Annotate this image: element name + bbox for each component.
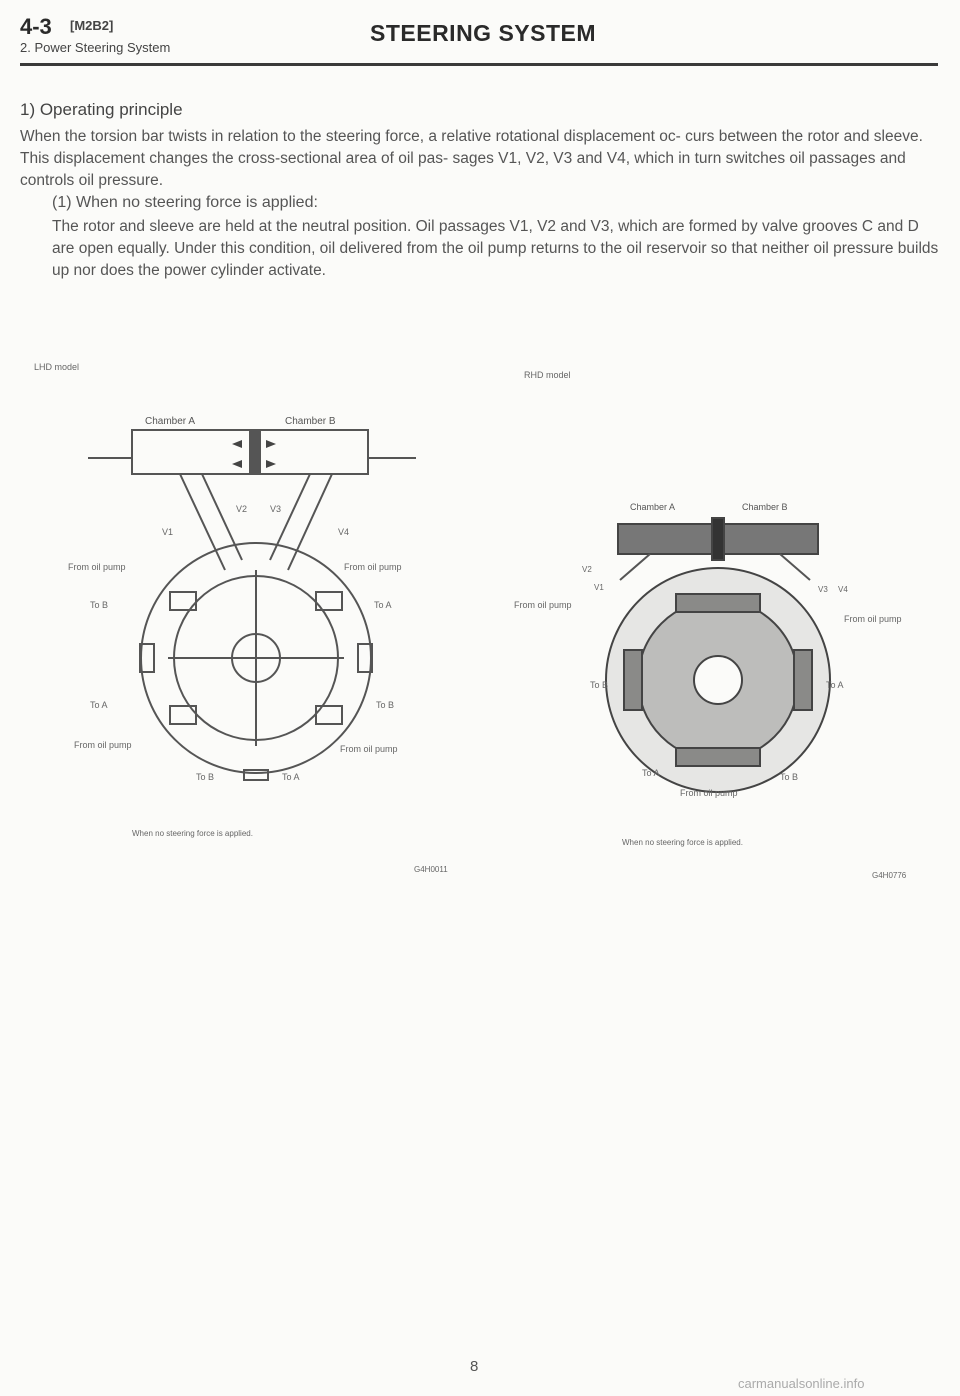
rhd-from-oil-pump-left: From oil pump — [514, 600, 572, 610]
lhd-to-a-bottom: To A — [282, 772, 300, 782]
lhd-to-a-left: To A — [90, 700, 108, 710]
lhd-valve-diagram — [20, 360, 480, 900]
rhd-v2-label: V2 — [582, 565, 592, 574]
watermark-text: carmanualsonline.info — [738, 1376, 865, 1391]
section-number: 4-3 — [20, 14, 52, 39]
intro-paragraph: When the torsion bar twists in relation to the steering force, a relative rotational displacement oc- curs between the rotor and sleeve. This displacement changes the cross-sectional area of oil pas- sages V1, V2, V3 and V4, which in turn switches oil passages and controls oil pressure. — [20, 128, 923, 189]
lhd-model-label: LHD model — [34, 362, 80, 372]
lhd-caption: When no steering force is applied. — [132, 829, 253, 838]
lhd-v2-label: V2 — [236, 504, 248, 514]
lhd-to-a-right: To A — [374, 600, 392, 610]
page-number: 8 — [470, 1358, 479, 1375]
rhd-v4-label: V4 — [838, 585, 848, 594]
lhd-to-b-bottom: To B — [196, 772, 215, 782]
lhd-from-oil-pump-right-bottom: From oil pump — [340, 744, 398, 754]
rhd-to-b-bottom: To B — [780, 772, 799, 782]
lhd-to-b-left: To B — [90, 600, 109, 610]
lhd-power-cylinder — [88, 430, 416, 474]
case-paragraph: The rotor and sleeve are held at the neutral position. Oil passages V1, V2 and V3, which are formed by valve grooves C and D are open equally. Under this condition, oil delivered from the oil pump returns to the oil reservoir so that neither oil pressure builds up nor does the power cylinder activate. — [52, 218, 939, 279]
section-heading: 1) Operating principle — [20, 100, 183, 119]
rhd-caption: When no steering force is applied. — [622, 838, 743, 847]
rhd-from-oil-pump-right: From oil pump — [844, 614, 902, 624]
lhd-from-oil-pump-left-top: From oil pump — [68, 562, 126, 572]
lhd-v4-label: V4 — [338, 527, 350, 537]
lhd-figure-id: G4H0011 — [414, 865, 448, 874]
lhd-chamber-a-label: Chamber A — [145, 416, 196, 427]
lhd-v3-label: V3 — [270, 504, 282, 514]
header-rule — [20, 63, 938, 66]
rhd-power-cylinder — [618, 518, 818, 560]
lhd-chamber-b-label: Chamber B — [285, 416, 336, 427]
lhd-rotary-valve — [140, 543, 372, 780]
rhd-v1-label: V1 — [594, 583, 604, 592]
rhd-model-label: RHD model — [524, 370, 571, 380]
lhd-from-oil-pump-left-bottom: From oil pump — [74, 740, 132, 750]
rhd-to-a-bottom: To A — [642, 768, 660, 778]
case-heading: (1) When no steering force is applied: — [52, 194, 318, 211]
section-code: [M2B2] — [70, 18, 114, 33]
lhd-from-oil-pump-right-top: From oil pump — [344, 562, 402, 572]
rhd-from-oil-pump-bottom: From oil pump — [680, 788, 738, 798]
rhd-rotary-valve — [606, 568, 830, 792]
rhd-to-b-left: To B — [590, 680, 609, 690]
rhd-v3-label: V3 — [818, 585, 828, 594]
rhd-chamber-a-label: Chamber A — [630, 502, 676, 512]
sub-section-title: 2. Power Steering System — [20, 40, 171, 55]
rhd-chamber-b-label: Chamber B — [742, 502, 788, 512]
page-title: STEERING SYSTEM — [370, 20, 597, 46]
lhd-to-b-right: To B — [376, 700, 395, 710]
rhd-figure-id: G4H0776 — [872, 871, 907, 880]
rhd-to-a-right: To A — [826, 680, 844, 690]
rhd-valve-diagram — [480, 360, 940, 900]
lhd-v1-label: V1 — [162, 527, 174, 537]
